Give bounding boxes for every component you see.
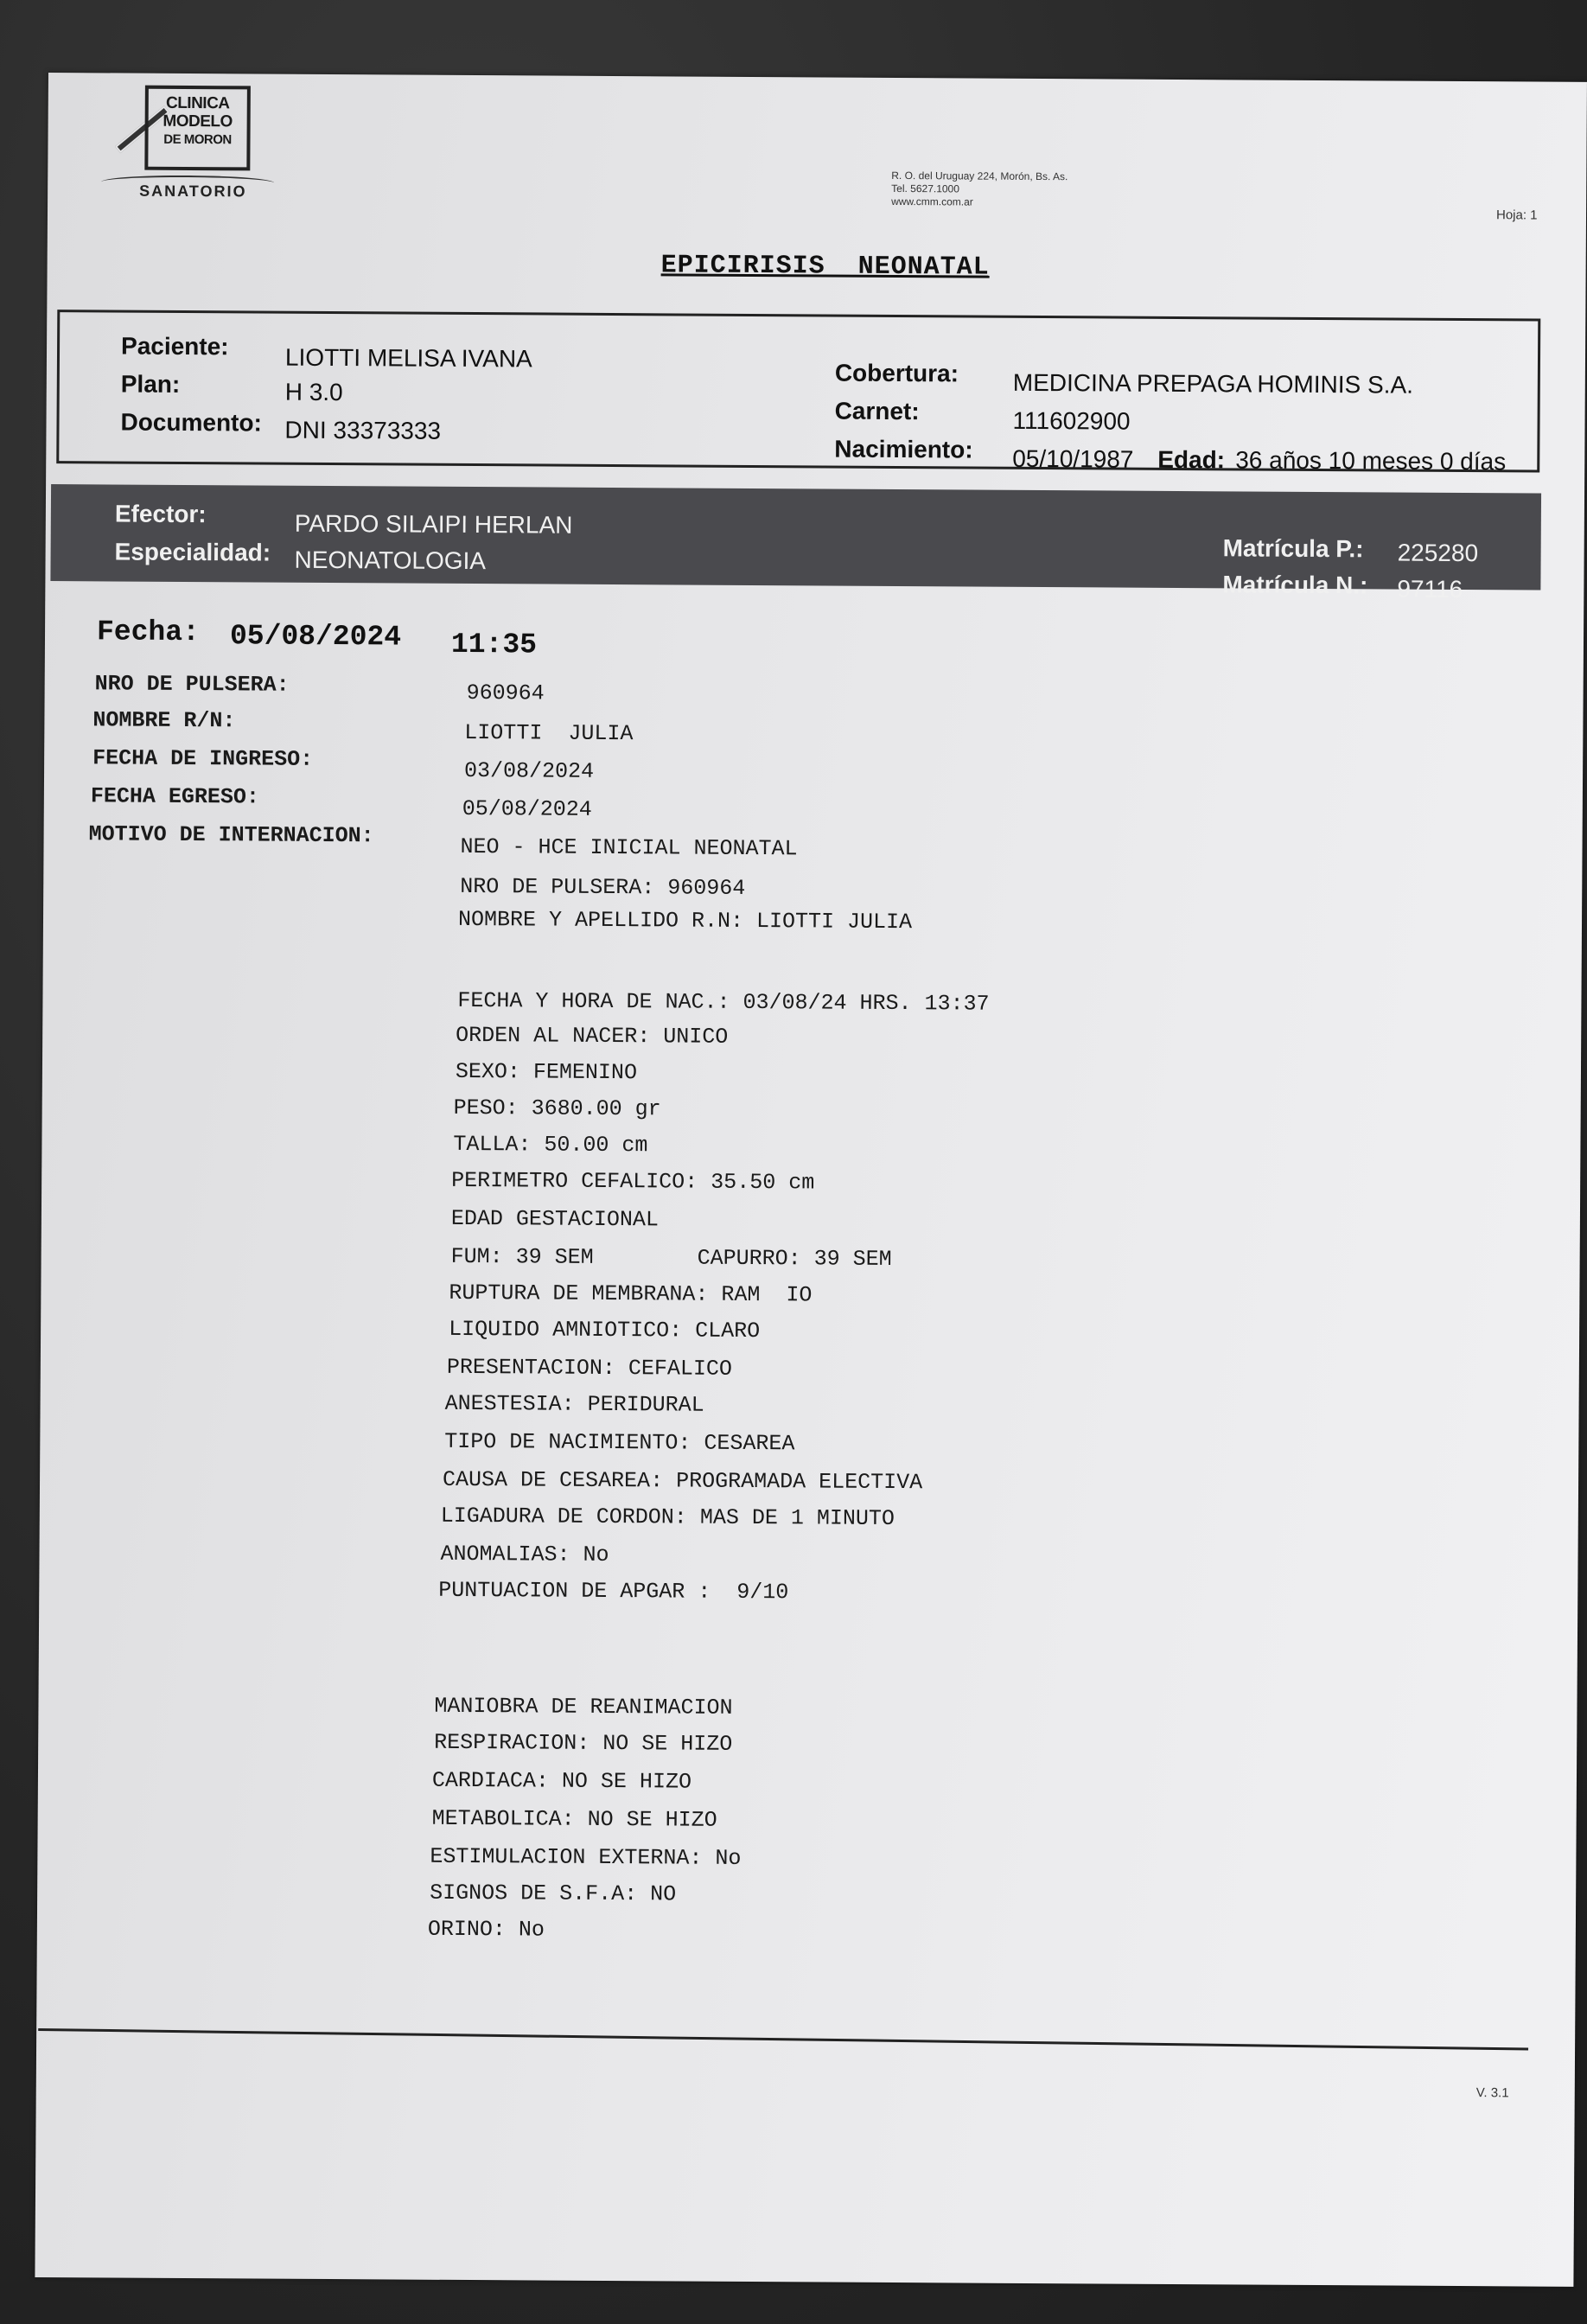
- documento-label: Documento:: [120, 408, 262, 437]
- detail-line: RESPIRACION: NO SE HIZO: [434, 1729, 733, 1757]
- detail-line: EDAD GESTACIONAL: [450, 1205, 660, 1233]
- fecha-label: Fecha:: [96, 616, 200, 649]
- address-line-2: Tel. 5627.1000: [891, 182, 959, 195]
- detail-line: TIPO DE NACIMIENTO: CESAREA: [444, 1428, 795, 1457]
- row-label-pulsera: NRO DE PULSERA:: [94, 671, 290, 698]
- matricula-n-value: 97116: [1397, 575, 1463, 603]
- especialidad-value: NEONATOLOGIA: [294, 546, 487, 575]
- detail-line: ORINO: No: [427, 1916, 545, 1943]
- row-value-egreso: 05/08/2024: [462, 795, 592, 822]
- clinic-address: [891, 169, 1068, 209]
- carnet-label: Carnet:: [834, 397, 920, 425]
- logo-line-3: DE MORON: [163, 131, 232, 148]
- row-label-nombre: NOMBRE R/N:: [92, 707, 236, 734]
- row-label-egreso: FECHA EGRESO:: [90, 783, 260, 810]
- detail-line: ANESTESIA: PERIDURAL: [444, 1390, 704, 1418]
- row-value-pulsera: 960964: [466, 680, 545, 706]
- detail-line: LIQUIDO AMNIOTICO: CLARO: [449, 1316, 761, 1344]
- logo-subtitle: SANATORIO: [139, 182, 247, 201]
- address-line-3: www.cmm.com.ar: [891, 195, 973, 208]
- detail-line: MANIOBRA DE REANIMACION: [434, 1693, 733, 1721]
- fecha-value: 05/08/2024: [229, 620, 402, 654]
- detail-line: FUM: 39 SEM CAPURRO: 39 SEM: [450, 1243, 892, 1272]
- detail-line: PESO: 3680.00 gr: [453, 1095, 661, 1122]
- detail-line: PERIMETRO CEFALICO: 35.50 cm: [451, 1167, 815, 1196]
- page-number: Hoja: 1: [1495, 208, 1538, 223]
- row-label-motivo: MOTIVO DE INTERNACION:: [88, 821, 374, 849]
- nacimiento-value: 05/10/1987: [1012, 444, 1134, 473]
- detail-line: CAUSA DE CESAREA: PROGRAMADA ELECTIVA: [442, 1466, 923, 1496]
- detail-line: ESTIMULACION EXTERNA: No: [430, 1843, 742, 1871]
- detail-line: PUNTUACION DE APGAR : 9/10: [438, 1577, 789, 1606]
- address-line-1: R. O. del Uruguay 224, Morón, Bs. As.: [891, 169, 1068, 183]
- detail-line: METABOLICA: NO SE HIZO: [431, 1805, 717, 1833]
- nacimiento-label: Nacimiento:: [834, 435, 973, 463]
- matricula-n-label: Matrícula N.:: [1222, 571, 1368, 599]
- detail-line: NEO - HCE INICIAL NEONATAL: [460, 833, 798, 862]
- detail-line: ORDEN AL NACER: UNICO: [456, 1022, 729, 1050]
- matricula-p-value: 225280: [1397, 539, 1479, 567]
- efector-value: PARDO SILAIPI HERLAN: [294, 509, 573, 539]
- paciente-label: Paciente:: [120, 332, 229, 361]
- detail-line: SEXO: FEMENINO: [455, 1058, 638, 1086]
- row-label-ingreso: FECHA DE INGRESO:: [92, 745, 314, 772]
- footer-divider: [38, 2028, 1528, 2051]
- row-value-nombre: LIOTTI JULIA: [464, 719, 634, 747]
- detail-line: PRESENTACION: CEFALICO: [446, 1354, 733, 1382]
- detail-line: ANOMALIAS: No: [440, 1541, 609, 1567]
- document-title: EPICIRISIS NEONATAL: [660, 251, 990, 283]
- efector-label: Efector:: [114, 500, 207, 528]
- cobertura-label: Cobertura:: [834, 359, 959, 387]
- logo-line-1: CLINICA: [165, 93, 230, 113]
- carnet-value: 111602900: [1012, 406, 1131, 435]
- logo-line-2: MODELO: [163, 112, 233, 131]
- detail-line: NOMBRE Y APELLIDO R.N: LIOTTI JULIA: [457, 906, 913, 935]
- version-label: V. 3.1: [1475, 2085, 1509, 2101]
- detail-line: RUPTURA DE MEMBRANA: RAM IO: [449, 1280, 813, 1308]
- document-page: [35, 73, 1587, 2287]
- matricula-p-label: Matrícula P.:: [1222, 534, 1364, 563]
- detail-line: CARDIACA: NO SE HIZO: [431, 1767, 692, 1795]
- hora-value: 11:35: [450, 628, 538, 661]
- especialidad-label: Especialidad:: [114, 538, 271, 566]
- detail-line: NRO DE PULSERA: 960964: [460, 873, 746, 901]
- detail-line: TALLA: 50.00 cm: [453, 1131, 648, 1159]
- detail-line: LIGADURA DE CORDON: MAS DE 1 MINUTO: [440, 1503, 895, 1532]
- paciente-value: LIOTTI MELISA IVANA: [284, 343, 532, 373]
- documento-value: DNI 33373333: [284, 416, 442, 444]
- edad-value: 36 años 10 meses 0 días: [1235, 446, 1507, 476]
- cobertura-value: MEDICINA PREPAGA HOMINIS S.A.: [1012, 368, 1414, 399]
- detail-line: SIGNOS DE S.F.A: NO: [430, 1880, 677, 1907]
- detail-line: FECHA Y HORA DE NAC.: 03/08/24 HRS. 13:37: [457, 987, 990, 1017]
- edad-label: Edad:: [1157, 445, 1226, 474]
- row-value-ingreso: 03/08/2024: [463, 757, 595, 784]
- plan-label: Plan:: [120, 370, 181, 398]
- clinic-logo: [144, 86, 251, 171]
- plan-value: H 3.0: [284, 378, 343, 406]
